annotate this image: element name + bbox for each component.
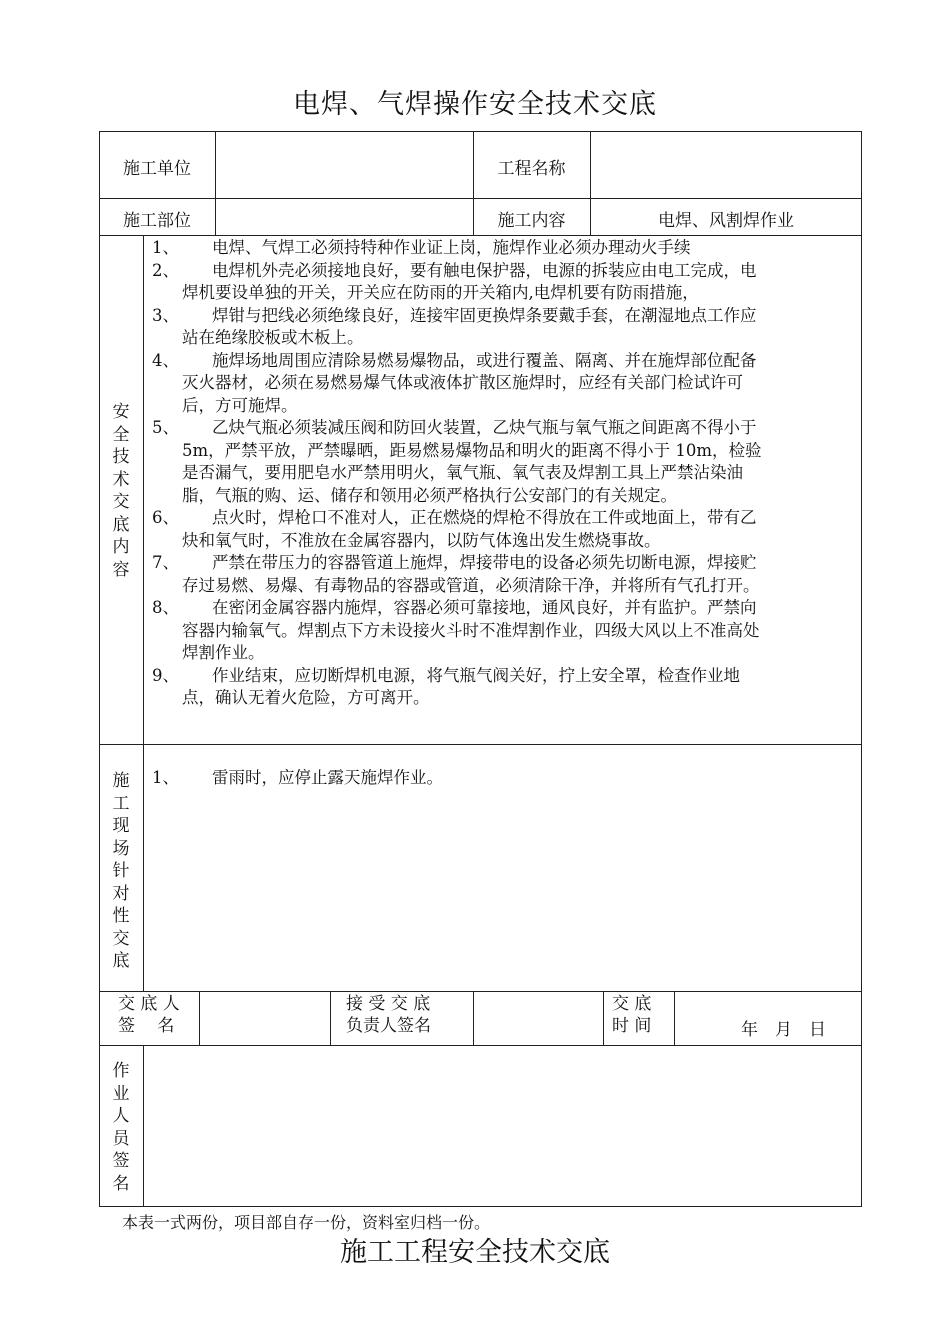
label-char: 技	[112, 447, 130, 467]
list-item-continuation: 是否漏气，要用肥皂水严禁用明火，氧气瓶、氧气表及焊割工具上严禁沾染油	[182, 463, 743, 482]
label-char: 现	[112, 816, 130, 836]
list-item: 6、 点火时，焊枪口不准对人，正在燃烧的焊枪不得放在工件或地面上，带有乙	[152, 508, 757, 527]
label-char: 签	[112, 1151, 130, 1171]
label-char: 底	[112, 514, 130, 535]
label-char: 交	[112, 928, 130, 949]
safety-items	[152, 237, 855, 710]
list-item-continuation: 灭火器材，必须在易燃易爆气体或液体扩散区施焊时，应经有关部门检试许可	[182, 373, 743, 392]
label-char: 全	[112, 424, 130, 445]
col-divider	[330, 991, 331, 1045]
label-char: 安	[112, 402, 130, 422]
col-divider	[215, 131, 216, 235]
label-char: 施	[112, 771, 130, 791]
discloser-label: 交 底 人 签 名	[118, 994, 180, 1036]
list-item: 2、 电焊机外壳必须接地良好，要有触电保护器，电源的拆装应由电工完成，电	[152, 260, 757, 280]
label-char: 术	[112, 469, 130, 490]
list-item-continuation: 容器内输氧气。焊割点下方未设接火斗时不准焊割作业，四级大风以上不准高处	[182, 620, 760, 640]
label-char: 底	[112, 951, 130, 971]
col-divider	[143, 1045, 144, 1207]
list-item-continuation: 存过易燃、易爆、有毒物品的容器或管道，必须清除干净，并将所有气孔打开。	[182, 575, 760, 595]
content-label: 施工内容	[497, 211, 566, 231]
list-item-continuation: 焊机要设单独的开关，开关应在防雨的开关箱内,电焊机要有防雨措施，	[182, 283, 699, 302]
next-page-title: 施工工程安全技术交底	[340, 1237, 610, 1268]
list-item: 5、 乙炔气瓶必须装减压阀和防回火装置，乙炔气瓶与氧气瓶之间距离不得小于	[152, 418, 757, 437]
list-item-continuation: 点，确认无着火危险，方可离开。	[182, 688, 430, 707]
list-item-continuation: 5m，严禁平放，严禁曝晒，距易燃易爆物品和明火的距离不得小于 10m，检验	[182, 440, 762, 460]
label-char: 内	[112, 537, 130, 557]
col-divider	[603, 991, 604, 1045]
list-item-continuation: 炔和氧气时，不准放在金属容器内，以防气体逸出发生燃烧事故。	[182, 530, 661, 550]
list-item-continuation: 焊割作业。	[182, 643, 265, 662]
label-char: 性	[112, 906, 130, 926]
label-char: 工	[112, 793, 130, 814]
label-char: 人	[112, 1106, 130, 1126]
list-item: 4、 施焊场地周围应清除易燃易爆物品，或进行覆盖、隔离、并在施焊部位配备	[152, 350, 757, 370]
list-item: 1、 雷雨时，应停止露天施焊作业。	[152, 768, 443, 787]
project-label: 工程名称	[497, 159, 566, 179]
disclosure-date[interactable]: 年 月 日	[741, 1020, 826, 1040]
list-item: 3、 焊钳与把线必须绝缘良好，连接牢固更换焊条要戴手套，在潮湿地点工作应	[152, 305, 757, 325]
receiver-label: 接 受 交 底 负责人签名	[346, 994, 431, 1036]
label-char: 业	[112, 1083, 130, 1104]
list-item-continuation: 站在绝缘胶板或木板上。	[182, 328, 364, 347]
list-item: 9、 作业结束，应切断焊机电源，将气瓶气阀关好，拧上安全罩，检查作业地	[152, 665, 740, 685]
list-item: 8、 在密闭金属容器内施焊，容器必须可靠接地，通风良好，并有监护。严禁向	[152, 598, 757, 617]
label-char: 容	[112, 559, 130, 580]
row-divider	[99, 235, 862, 236]
workers-section-label	[111, 1060, 131, 1195]
receiver-signature[interactable]	[477, 995, 599, 1041]
row-divider	[99, 991, 862, 992]
list-item: 1、 电焊、气焊工必须持特种作业证上岗，施焊作业必须办理动火手续	[152, 238, 691, 257]
label-char: 员	[112, 1128, 130, 1149]
label-char: 场	[112, 838, 130, 859]
label-char: 针	[112, 861, 130, 881]
col-divider	[143, 235, 144, 991]
col-divider	[199, 991, 200, 1045]
site-items	[152, 767, 855, 790]
safety-section-label	[111, 401, 131, 581]
time-label: 交 底 时 间	[612, 994, 652, 1036]
row-divider	[99, 744, 862, 745]
label-char: 对	[112, 883, 130, 904]
list-item-continuation: 脂，气瓶的购、运、储存和领用必须严格执行公安部门的有关规定。	[182, 485, 677, 505]
label-char: 作	[112, 1061, 130, 1081]
list-item-continuation: 后，方可施焊。	[182, 395, 298, 415]
row-divider	[99, 198, 862, 199]
label-char: 名	[112, 1173, 130, 1194]
part-label: 施工部位	[123, 211, 191, 231]
col-divider	[674, 991, 675, 1045]
list-item: 7、 严禁在带压力的容器管道上施焊，焊接带电的设备必须先切断电源，焊接贮	[152, 553, 757, 572]
row-divider	[99, 1045, 862, 1046]
site-section-label	[111, 770, 131, 973]
label-char: 交	[112, 492, 130, 512]
workers-signature-area[interactable]	[148, 1050, 856, 1202]
col-divider	[473, 991, 474, 1045]
discloser-signature[interactable]	[203, 995, 327, 1041]
page-title: 电焊、气焊操作安全技术交底	[293, 89, 657, 120]
content-value: 电焊、风割焊作业	[658, 211, 794, 231]
footnote: 本表一式两份，项目部自存一份，资料室归档一份。	[122, 1213, 491, 1232]
unit-label: 施工单位	[123, 159, 191, 179]
